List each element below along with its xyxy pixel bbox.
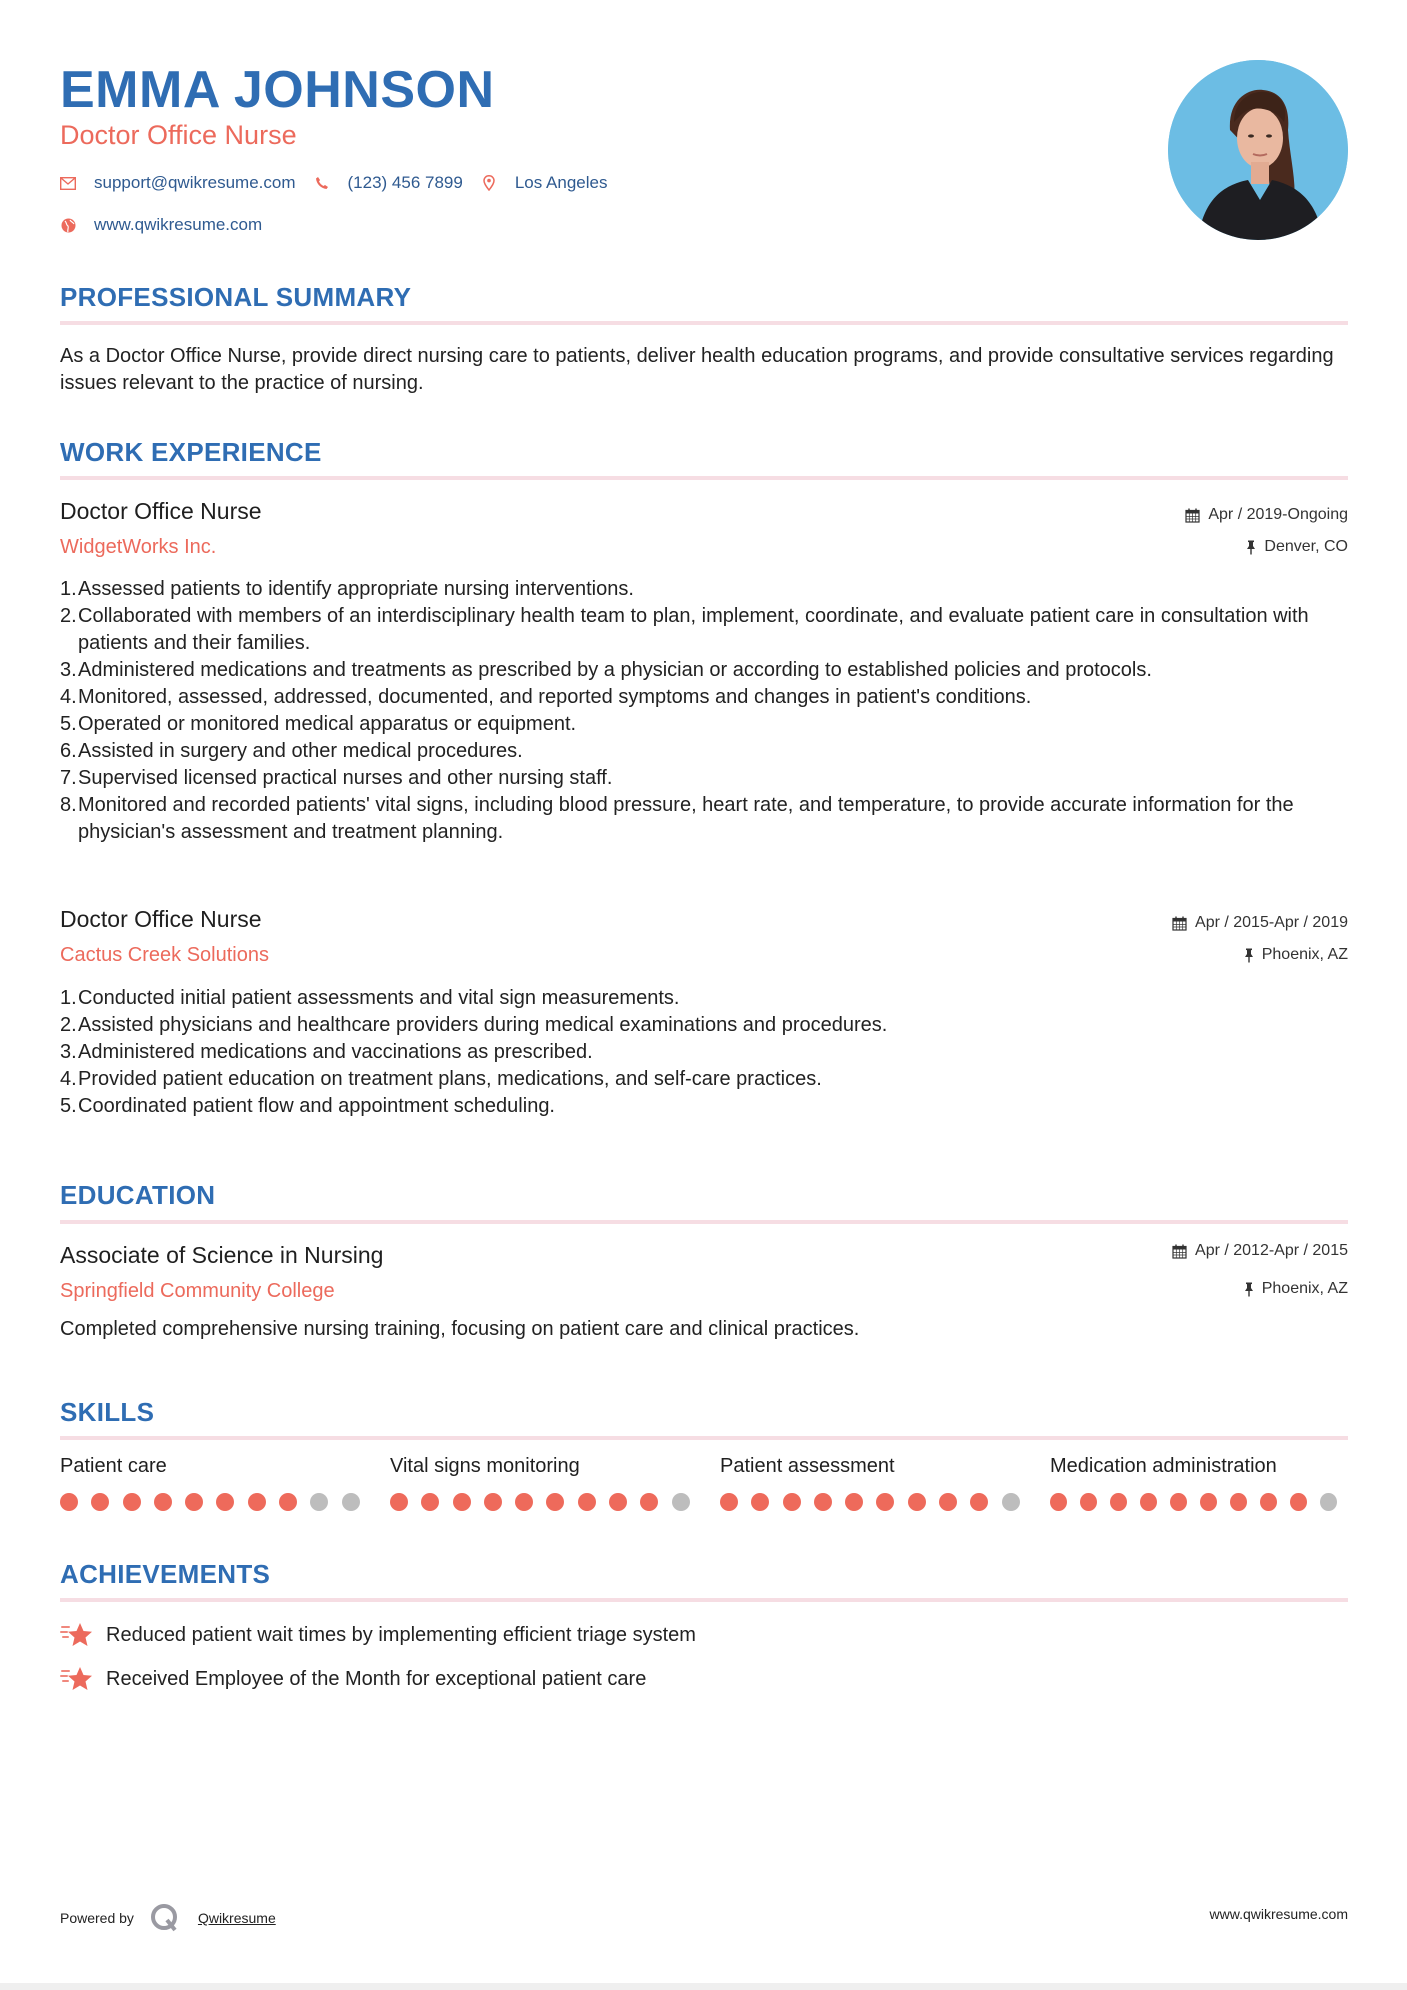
list-item: 5. Coordinated patient flow and appointment scheduling. xyxy=(60,1095,555,1117)
list-item: 2. Assisted physicians and healthcare providers during medical examinations and procedures. xyxy=(60,1014,888,1036)
candidate-name: EMMA JOHNSON xyxy=(60,61,495,119)
rating-dot-empty xyxy=(1320,1493,1337,1511)
candidate-title: Doctor Office Nurse xyxy=(60,120,297,150)
skill-item xyxy=(60,1455,390,1511)
rating-dot-filled xyxy=(578,1493,596,1511)
summary-heading: PROFESSIONAL SUMMARY xyxy=(60,282,412,312)
list-item: 6. Assisted in surgery and other medical procedures. xyxy=(60,740,523,762)
list-item: 3. Administered medications and treatments as prescribed by a physician or according to established policies and protocols. xyxy=(60,659,1152,681)
education-location xyxy=(1244,1280,1348,1298)
footer-website[interactable]: www.qwikresume.com xyxy=(1209,1906,1348,1922)
footer-branding xyxy=(60,1903,276,1933)
skills-list xyxy=(60,1455,1350,1511)
calendar-icon xyxy=(1172,1244,1187,1259)
skill-name: Patient care xyxy=(60,1455,167,1477)
star-award-icon xyxy=(60,1664,94,1694)
skill-item xyxy=(1050,1455,1350,1511)
rating-dot-filled xyxy=(814,1493,832,1511)
education-dates-text: Apr / 2012-Apr / 2015 xyxy=(1195,1242,1348,1259)
phone-number[interactable]: (123) 456 7899 xyxy=(347,173,463,192)
duty-list xyxy=(60,576,1348,846)
qwikresume-link[interactable]: Qwikresume xyxy=(197,1910,276,1926)
job-dates-text: Apr / 2015-Apr / 2019 xyxy=(1195,914,1348,931)
map-pin-icon xyxy=(481,175,497,191)
section-divider xyxy=(60,1436,1348,1440)
rating-dot-filled xyxy=(1140,1493,1157,1511)
skill-rating xyxy=(1050,1493,1350,1511)
powered-by-label: Powered by xyxy=(60,1910,134,1926)
rating-dot-empty xyxy=(342,1493,360,1511)
education-location-text: Phoenix, AZ xyxy=(1261,1280,1348,1297)
rating-dot-filled xyxy=(154,1493,172,1511)
rating-dot-filled xyxy=(1110,1493,1127,1511)
rating-dot-filled xyxy=(845,1493,863,1511)
job-location xyxy=(1246,538,1348,556)
rating-dot-filled xyxy=(720,1493,738,1511)
website-link[interactable]: www.qwikresume.com xyxy=(94,215,263,234)
section-divider xyxy=(60,321,1348,325)
list-item: 8. Monitored and recorded patients' vital signs, including blood pressure, heart rate, and temperature, to provide accurate information for the physician's assessment and treatment planning. xyxy=(60,794,1294,843)
skill-item xyxy=(390,1455,720,1511)
section-divider xyxy=(60,1598,1348,1602)
rating-dot-filled xyxy=(390,1493,408,1511)
location-text: Los Angeles xyxy=(514,173,608,192)
rating-dot-filled xyxy=(1080,1493,1097,1511)
rating-dot-filled xyxy=(1260,1493,1277,1511)
rating-dot-filled xyxy=(248,1493,266,1511)
pushpin-icon xyxy=(1244,948,1254,963)
company-name: WidgetWorks Inc. xyxy=(60,536,217,558)
school-name: Springfield Community College xyxy=(60,1280,335,1302)
job-location-text: Phoenix, AZ xyxy=(1261,946,1348,963)
rating-dot-filled xyxy=(908,1493,926,1511)
list-item: 1. Conducted initial patient assessments and vital sign measurements. xyxy=(60,987,680,1009)
rating-dot-filled xyxy=(453,1493,471,1511)
rating-dot-filled xyxy=(546,1493,564,1511)
list-item: 3. Administered medications and vaccinations as prescribed. xyxy=(60,1041,593,1063)
pushpin-icon xyxy=(1246,540,1256,555)
rating-dot-filled xyxy=(1230,1493,1247,1511)
achievement-text: Received Employee of the Month for exceptional patient care xyxy=(106,1667,647,1690)
rating-dot-empty xyxy=(1002,1493,1020,1511)
rating-dot-filled xyxy=(609,1493,627,1511)
rating-dot-filled xyxy=(484,1493,502,1511)
education-description: Completed comprehensive nursing training, focusing on patient care and clinical practices. xyxy=(60,1318,860,1340)
skill-name: Vital signs monitoring xyxy=(390,1455,580,1477)
list-item: 1. Assessed patients to identify appropriate nursing interventions. xyxy=(60,578,634,600)
list-item: 5. Operated or monitored medical apparatus or equipment. xyxy=(60,713,577,735)
achievement-text: Reduced patient wait times by implementing efficient triage system xyxy=(106,1623,696,1646)
globe-icon xyxy=(60,217,76,233)
education-dates xyxy=(1172,1242,1348,1260)
job-dates-text: Apr / 2019-Ongoing xyxy=(1208,506,1348,523)
rating-dot-empty xyxy=(310,1493,328,1511)
rating-dot-filled xyxy=(640,1493,658,1511)
rating-dot-filled xyxy=(123,1493,141,1511)
rating-dot-filled xyxy=(1170,1493,1187,1511)
rating-dot-filled xyxy=(1050,1493,1067,1511)
email-link[interactable]: support@qwikresume.com xyxy=(94,173,296,192)
skill-rating xyxy=(60,1493,390,1511)
qwikresume-logo-icon xyxy=(150,1903,180,1933)
calendar-icon xyxy=(1172,916,1187,931)
rating-dot-filled xyxy=(515,1493,533,1511)
list-item: 4. Monitored, assessed, addressed, documented, and reported symptoms and changes in patient's conditions. xyxy=(60,686,1032,708)
calendar-icon xyxy=(1185,508,1200,523)
website-row xyxy=(60,215,280,235)
rating-dot-filled xyxy=(876,1493,894,1511)
achievements-heading: ACHIEVEMENTS xyxy=(60,1559,271,1589)
experience-heading: WORK EXPERIENCE xyxy=(60,437,322,467)
skill-rating xyxy=(720,1493,1050,1511)
skill-name: Medication administration xyxy=(1050,1455,1277,1477)
list-item: 7. Supervised licensed practical nurses and other nursing staff. xyxy=(60,767,613,789)
page-bottom-edge xyxy=(0,1983,1407,1990)
star-award-icon xyxy=(60,1620,94,1650)
summary-text: As a Doctor Office Nurse, provide direct nursing care to patients, deliver health education programs, and provide consultative services regarding issues relevant to the practice of nursing. xyxy=(60,345,1334,394)
rating-dot-empty xyxy=(672,1493,690,1511)
job-location xyxy=(1244,946,1348,964)
rating-dot-filled xyxy=(1290,1493,1307,1511)
job-title: Doctor Office Nurse xyxy=(60,498,262,524)
duty-list xyxy=(60,985,1348,1120)
rating-dot-filled xyxy=(751,1493,769,1511)
job-title: Doctor Office Nurse xyxy=(60,906,262,932)
job-dates xyxy=(1185,506,1348,524)
envelope-icon xyxy=(60,175,76,191)
rating-dot-filled xyxy=(185,1493,203,1511)
company-name: Cactus Creek Solutions xyxy=(60,944,269,966)
achievement-item xyxy=(60,1620,696,1650)
section-divider xyxy=(60,476,1348,480)
job-location-text: Denver, CO xyxy=(1264,538,1348,555)
rating-dot-filled xyxy=(279,1493,297,1511)
phone-icon xyxy=(314,175,330,191)
section-divider xyxy=(60,1220,1348,1224)
list-item: 2. Collaborated with members of an interdisciplinary health team to plan, implement, coordinate, and evaluate patient care in consultation with patients and their families. xyxy=(60,605,1309,654)
skill-name: Patient assessment xyxy=(720,1455,895,1477)
education-heading: EDUCATION xyxy=(60,1180,216,1210)
achievement-item xyxy=(60,1664,646,1694)
rating-dot-filled xyxy=(1200,1493,1217,1511)
rating-dot-filled xyxy=(216,1493,234,1511)
rating-dot-filled xyxy=(939,1493,957,1511)
rating-dot-filled xyxy=(970,1493,988,1511)
rating-dot-filled xyxy=(421,1493,439,1511)
degree-name: Associate of Science in Nursing xyxy=(60,1242,384,1268)
rating-dot-filled xyxy=(91,1493,109,1511)
list-item: 4. Provided patient education on treatment plans, medications, and self-care practices. xyxy=(60,1068,822,1090)
avatar xyxy=(1168,60,1348,240)
contact-row xyxy=(60,173,625,193)
skill-rating xyxy=(390,1493,720,1511)
pushpin-icon xyxy=(1244,1282,1254,1297)
skill-item xyxy=(720,1455,1050,1511)
job-dates xyxy=(1172,914,1348,932)
rating-dot-filled xyxy=(60,1493,78,1511)
rating-dot-filled xyxy=(783,1493,801,1511)
skills-heading: SKILLS xyxy=(60,1397,155,1427)
